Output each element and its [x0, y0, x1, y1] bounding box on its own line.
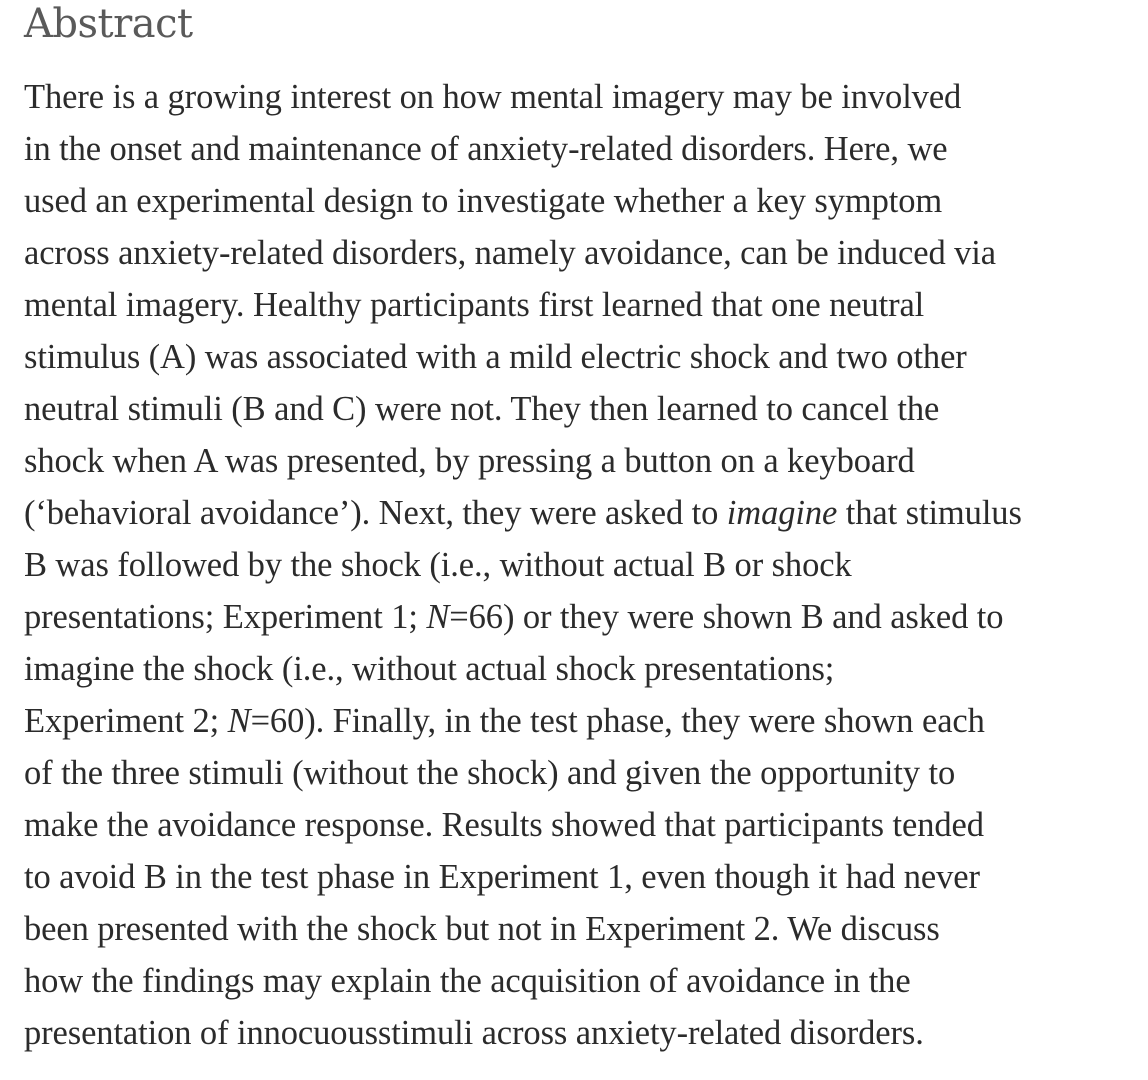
- abstract-line: neutral stimuli (B and C) were not. They then learned to cancel the: [24, 390, 940, 428]
- abstract-line: in the onset and maintenance of anxiety-related disorders. Here, we: [24, 130, 948, 168]
- abstract-line: mental imagery. Healthy participants first learned that one neutral: [24, 286, 925, 324]
- abstract-line: presentations; Experiment 1; N=66) or they were shown B and asked to: [24, 598, 1004, 636]
- abstract-line: presentation of innocuousstimuli across anxiety-related disorders.: [24, 1014, 924, 1052]
- abstract-line: stimulus (A) was associated with a mild electric shock and two other: [24, 338, 967, 376]
- abstract-line: across anxiety-related disorders, namely avoidance, can be induced via: [24, 234, 997, 272]
- abstract-line: used an experimental design to investigate whether a key symptom: [24, 182, 943, 220]
- abstract-line: There is a growing interest on how mental imagery may be involved: [24, 78, 962, 116]
- abstract-line: how the findings may explain the acquisition of avoidance in the: [24, 962, 911, 1000]
- sample-size-n: N: [227, 702, 251, 740]
- abstract-line: B was followed by the shock (i.e., without actual B or shock: [24, 546, 852, 584]
- abstract-line: shock when A was presented, by pressing a button on a keyboard: [24, 442, 915, 480]
- abstract-line: Experiment 2; N=60). Finally, in the test phase, they were shown each: [24, 702, 985, 740]
- emphasis-imagine: imagine: [726, 494, 838, 532]
- abstract-line: (‘behavioral avoidance’). Next, they were asked to imagine that stimulus: [24, 494, 1022, 532]
- sample-size-n: N: [426, 598, 450, 636]
- abstract-line: been presented with the shock but not in Experiment 2. We discuss: [24, 910, 940, 948]
- abstract-line: of the three stimuli (without the shock) and given the opportunity to: [24, 754, 956, 792]
- abstract-line: make the avoidance response. Results showed that participants tended: [24, 806, 984, 844]
- abstract-line: imagine the shock (i.e., without actual shock presentations;: [24, 650, 835, 688]
- abstract-heading: Abstract: [24, 1, 193, 47]
- abstract-line: to avoid B in the test phase in Experiment 1, even though it had never: [24, 858, 980, 896]
- abstract-body: [24, 71, 1124, 1059]
- abstract-section: [24, 0, 1124, 1059]
